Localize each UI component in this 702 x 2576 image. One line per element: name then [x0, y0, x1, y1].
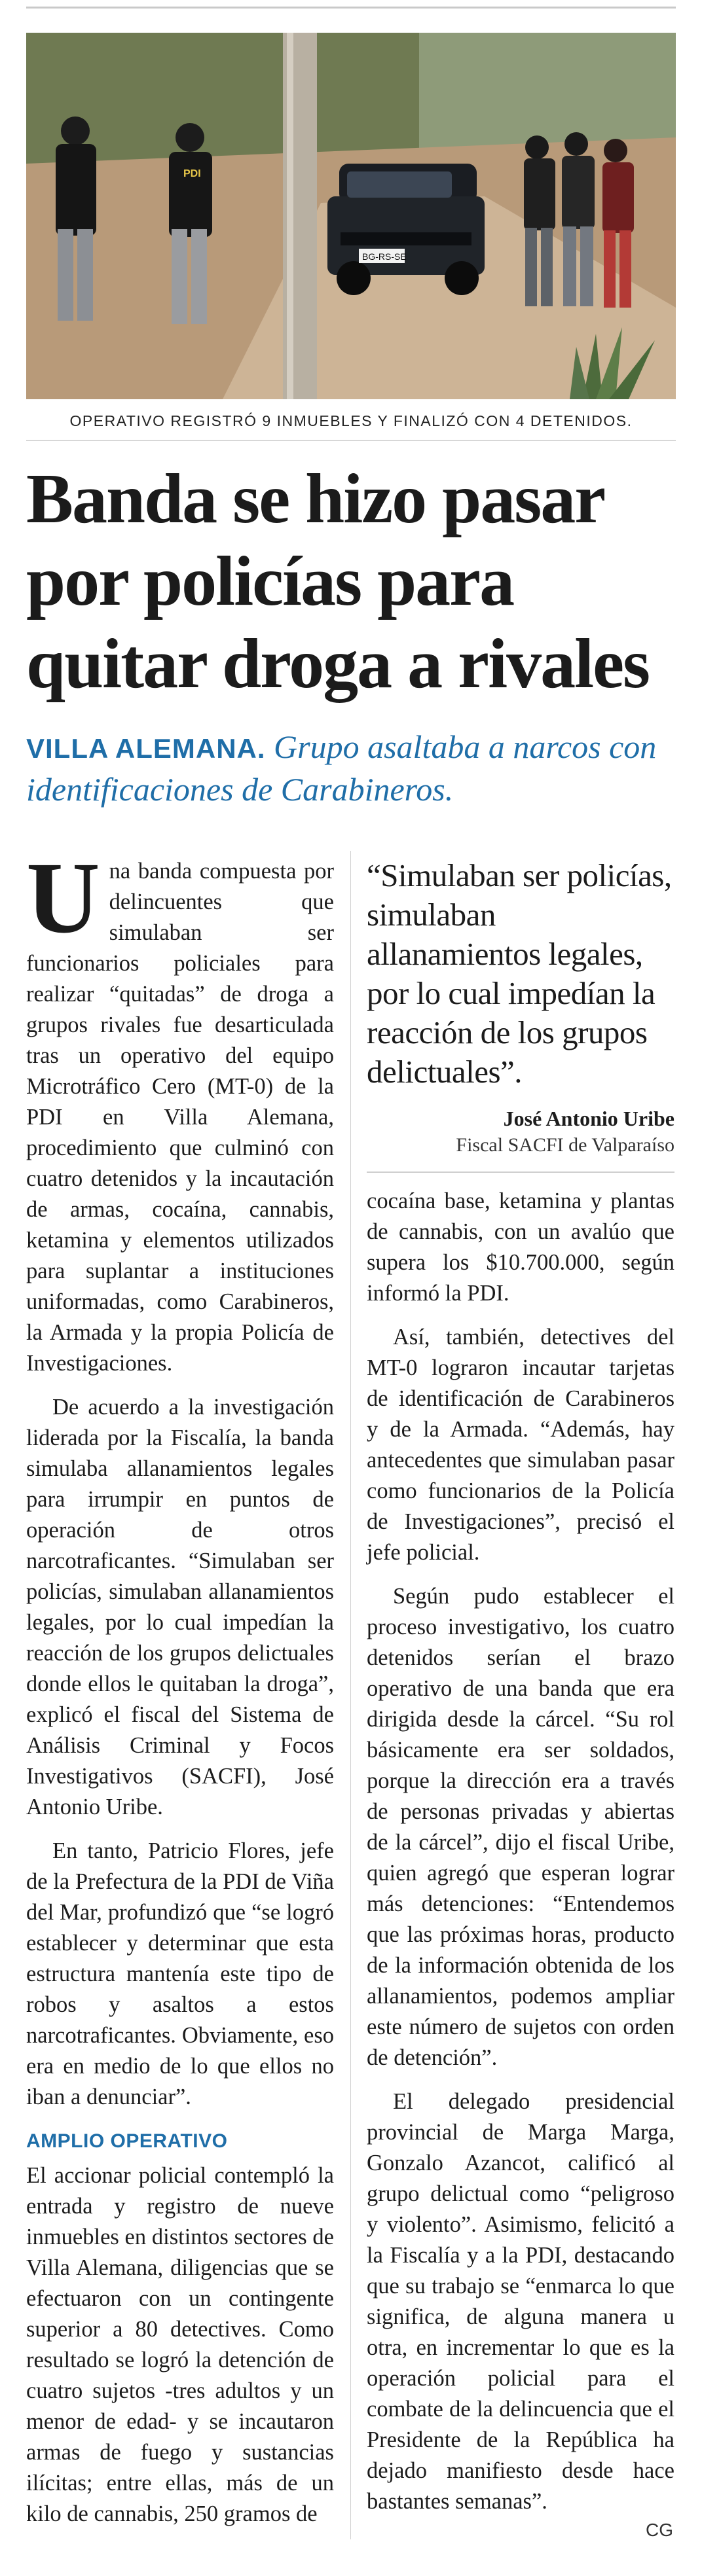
deck-place: VILLA ALEMANA. [26, 733, 266, 764]
deck-text: Grupo asaltaba a narcos con identificaciones de Carabineros. [26, 728, 657, 808]
pole-highlight [287, 33, 293, 399]
pull-quote-role: Fiscal SACFI de Valparaíso [456, 1134, 674, 1156]
paragraph-3: En tanto, Patricio Flores, jefe de la Prefectura de la PDI de Viña del Mar, profundizó que “se logró establecer y determinar que esta estructura mantenía este tipo de robos y asaltos a estos narcotraficantes. Obviamente, eso era en medio de lo que ellos no iban a denunciar”. [26, 1838, 334, 2109]
article-column-right [367, 856, 674, 2530]
article-column-left [26, 841, 334, 2543]
paragraph-1-text: na banda compuesta por delincuentes que simulaban ser funcionarios policiales para realizar “quitadas” de droga a grupos rivales fue desarticulada tras un operativo del equipo Microtráfico Cero (MT-0) de la PDI en Villa Alemana, procedimiento que culminó con cuatro detenidos y la incautación de armas, cocaína, cannabis, ketamina y elementos utilizados para suplantar a instituciones uniformadas, como Carabineros, la Armada y la propia Policía de Investigaciones. [26, 859, 334, 1376]
photo-caption: OPERATIVO REGISTRÓ 9 INMUEBLES Y FINALIZÓ CON 4 DETENIDOS. [69, 412, 633, 429]
column-divider [350, 851, 351, 2539]
photo-illustration [26, 33, 676, 399]
pull-quote-author: José Antonio Uribe [503, 1107, 674, 1130]
top-rule [26, 7, 676, 9]
end-mark: CG [646, 2520, 673, 2540]
headline [26, 458, 676, 706]
paragraph-8: El delegado presidencial provincial de Marga Marga, Gonzalo Azancot, calificó al grupo delictual como “peligroso y violento”. Asimismo, felicitó a la Fiscalía y a la PDI, destacando que su trabajo se “enmarca lo que significa, de alguna manera u otra, en incrementar lo que es la operación policial para el combate de la delincuencia que el Presidente de la República ha dejado manifiesto desde hace bastantes semanas”. [367, 2089, 674, 2514]
caption-rule [26, 440, 676, 441]
svg-text:PDI: PDI [183, 168, 201, 179]
section-subhead: AMPLIO OPERATIVO [26, 2130, 228, 2152]
paragraph-5: cocaína base, ketamina y plantas de cannabis, con un avalúo que supera los $10.700.000, según informó la PDI. [367, 1189, 674, 1306]
paragraph-6: Así, también, detectives del MT-0 lograron incautar tarjetas de identificación de Carabineros y de la Armada. “Además, hay antecedentes que simulaban pasar como funcionarios de la Policía de Investigaciones”, precisó el jefe policial. [367, 1325, 674, 1565]
pull-quote-rule [367, 1172, 674, 1173]
paragraph-4: El accionar policial contempló la entrada y registro de nueve inmuebles en distintos sectores de Villa Alemana, diligencias que se efectuaron con un contingente superior a 80 detectives. Como resultado se logró la detención de cuatro sujetos -tres adultos y un menor de edad- y se incautaron armas de fuego y sustancias ilícitas; entre ellas, más de un kilo de cannabis, 250 gramos de [26, 2163, 334, 2526]
paragraph-7: Según pudo establecer el proceso investigativo, los cuatro detenidos serían el brazo operativo de una banda que era dirigida desde la cárcel. “Su rol básicamente era ser soldados, porque la dirección era a través de personas privadas y abiertas de la cárcel”, dijo el fiscal Uribe, quien agregó que esperan lograr más detenciones: “Entendemos que las próximas horas, producto de la información obtenida de los allanamientos, podemos ampliar este número de sujetos con orden de detención”. [367, 1584, 674, 2070]
headline-line-1: Banda se hizo pasar [26, 460, 605, 538]
news-photo [26, 33, 676, 399]
headline-line-2: por policías para [26, 543, 514, 620]
headline-line-3: quitar droga a rivales [26, 625, 650, 703]
drop-cap: U [26, 841, 100, 954]
paragraph-2: De acuerdo a la investigación liderada por la Fiscalía, la banda simulaba allanamientos legales para irrumpir en puntos de operación de otros narcotraficantes. “Simulaban ser policías, simulaban allanamientos legales, por lo cual impedían la reacción de los grupos delictuales donde ellos le quitaban la droga”, explicó el fiscal del Sistema de Análisis Criminal y Focos Investigativos (SACFI), José Antonio Uribe. [26, 1395, 334, 1819]
pull-quote: “Simulaban ser policías, simulaban allanamientos legales, por lo cual impedían la reacción de los grupos delictuales”. [367, 857, 672, 1090]
deck [26, 726, 676, 810]
svg-text:BG-RS-SE: BG-RS-SE [362, 251, 407, 262]
paragraph-1 [26, 841, 334, 1379]
